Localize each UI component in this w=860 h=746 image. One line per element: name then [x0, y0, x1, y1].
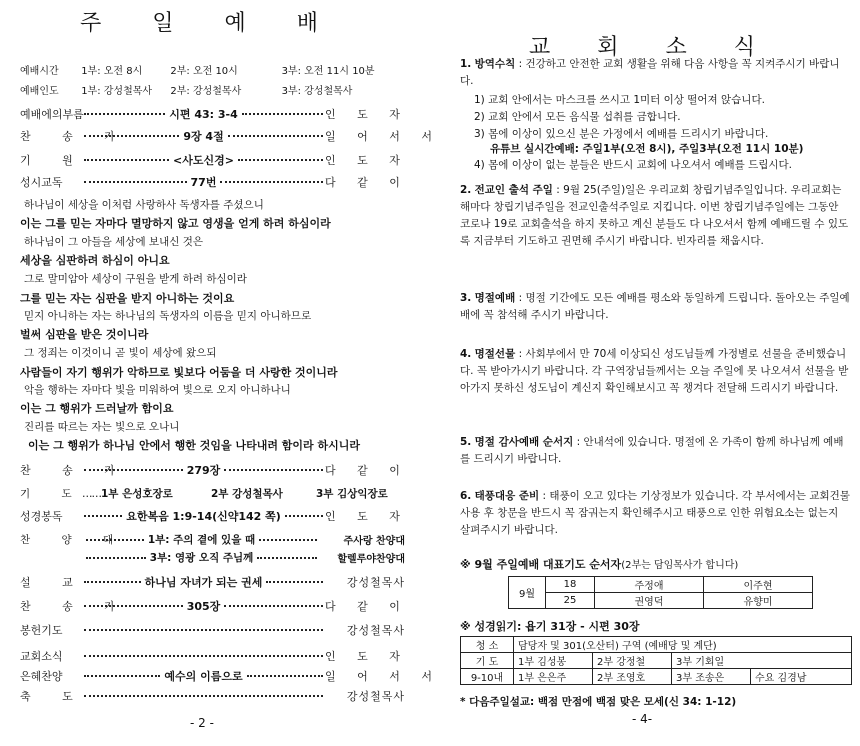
order-label: 기 원 — [20, 154, 87, 167]
leader-second: 2부: 강성철목사 — [170, 86, 242, 97]
order-who: 인 도 자 — [325, 650, 409, 663]
reading-line: 그 정죄는 이것이니 곧 빛이 세상에 왔으되 — [24, 347, 217, 359]
notice-4: 4. 명절선물 : 사회부에서 만 70세 이상되신 성도님들께 가정별로 선물을 준비했습니다. 꼭 받아가시기 바랍니다. 각 구역장님들께서는 오늘 주일에 못 나오셔서 선물을 받아가지 못하신 성도님이 계신지 확인해보시고 꼭 챙겨다 전달해 드리시기 바랍니다. — [460, 348, 849, 394]
order-label: 찬 송 가 — [20, 130, 129, 143]
duty-prayer-2: 2부 강정철 — [593, 653, 672, 669]
order-content: <사도신경> — [173, 154, 234, 167]
order-label: 기 도 — [20, 488, 86, 500]
order-who: 다 같 이 — [325, 176, 409, 189]
next-sermon-note: * 다음주일설교: 백점 만점에 백점 맞은 모세(신 34: 1-12) — [460, 696, 737, 708]
order-call-to-worship — [20, 104, 409, 124]
prayer-month: 9월 — [509, 577, 546, 609]
order-grace-praise — [20, 666, 441, 686]
notice-1-item: 1) 교회 안에서는 마스크를 쓰시고 1미터 이상 떨어져 앉습니다. — [474, 94, 765, 106]
prayer-third: 유향미 — [704, 593, 813, 609]
news-title: 교 회 소 식 — [529, 35, 775, 60]
order-label: 찬 양 대 — [20, 534, 128, 546]
order-label: 설 교 — [20, 576, 87, 589]
duty-usher-3: 3부 조송은 — [672, 669, 751, 685]
order-label: 봉헌기도 — [20, 624, 63, 637]
order-scripture — [20, 506, 409, 526]
notice-1-youtube: 유튜브 실시간예배: 주일1부(오전 8시), 주일3부(오전 11시 10분) — [490, 143, 804, 155]
duty-usher-1: 1부 은은주 — [514, 669, 593, 685]
leader-third: 3부: 강성철목사 — [281, 86, 353, 97]
time-third: 3부: 오전 11시 10분 — [281, 66, 375, 77]
notice-head: 방역수칙 — [474, 58, 516, 70]
notice-1-item: 4) 몸에 이상이 없는 분들은 반드시 교회에 나오셔서 예배를 드립시다. — [474, 159, 793, 171]
duty-table — [460, 636, 852, 685]
prayer-third: 3부 김상익장로 — [316, 488, 388, 500]
prayer-first: 권영덕 — [595, 593, 704, 609]
order-hymn-2 — [20, 460, 409, 480]
order-who: 강성철목사 — [346, 624, 405, 637]
notice-head: 전교인 출석 주일 — [474, 184, 553, 196]
reading-line: 그로 말미암아 세상이 구원을 받게 하려 하심이라 — [24, 273, 247, 285]
order-who: 인 도 자 — [325, 510, 409, 523]
duty-label: 기 도 — [461, 653, 514, 669]
reading-line: 세상을 심판하려 하심이 아니요 — [20, 254, 170, 267]
order-who: 일 어 서 서 — [325, 130, 441, 143]
notice-text: : 안내석에 있습니다. 명절에 온 가족이 함께 하나님께 예배를 드리시기 바랍니다. — [460, 436, 844, 465]
notice-text: : 사회부에서 만 70세 이상되신 성도님들께 가정별로 선물을 준비했습니다. 꼭 받아가시기 바랍니다. 각 구역장님들께서는 오늘 주일에 못 나오셔서 선물을 받아가지 못하신 성도님이 계신지 확인해보시고 꼭 챙겨다 전달해 드리시기 바랍니다. — [460, 348, 849, 394]
reading-line: 믿지 아니하는 자는 하나님의 독생자의 이름을 믿지 아니하므로 — [24, 310, 312, 322]
duty-usher-2: 2부 조영호 — [593, 669, 672, 685]
order-label: 찬 송 가 — [20, 600, 129, 613]
order-content: 77번 — [190, 176, 217, 189]
worship-leaders — [20, 82, 352, 97]
order-content: 9장 4절 — [183, 130, 224, 143]
page-number: - 2 - — [190, 716, 214, 730]
order-choir-first — [20, 532, 405, 547]
leader-first: 1부: 강성철목사 — [81, 86, 153, 97]
order-choir-third — [20, 550, 405, 565]
duty-label: 청 소 — [461, 637, 514, 653]
duty-cleaning: 담당자 및 301(오산터) 구역 — [518, 641, 642, 652]
notice-1: 1. 방역수칙 : 건강하고 안전한 교회 생활을 위해 다음 사항을 꼭 지켜주시기 바랍니다. — [460, 58, 840, 87]
duty-prayer-3: 3부 기회일 — [672, 653, 852, 669]
choir-first-who: 주사랑 찬양대 — [343, 536, 405, 547]
time-first: 1부: 오전 8시 — [81, 66, 143, 77]
order-prayer: 기 도 …… 1부 은성호장로 2부 강성철목사 3부 김상익장로 — [20, 487, 388, 500]
choir-third: 3부: 영광 오직 주님께 — [149, 552, 254, 564]
order-who: 일 어 서 서 — [325, 670, 441, 683]
order-label: 축 도 — [20, 690, 87, 703]
reading-line: 이는 그 행위가 하나님 안에서 행한 것임을 나타내려 함이라 하시니라 — [28, 439, 360, 452]
order-who: 인 도 자 — [325, 154, 409, 167]
notice-head: 명절 감사예배 순서지 — [474, 436, 574, 448]
order-content: 하나님 자녀가 되는 권세 — [144, 576, 263, 589]
order-who: 인 도 자 — [325, 108, 409, 121]
choir-third-who: 할렐루야찬양대 — [337, 554, 405, 565]
order-benediction — [20, 686, 405, 706]
duty-usher-wed: 수요 김경남 — [751, 669, 852, 685]
reading-line: 이는 그를 믿는 자마다 멸망하지 않고 영생을 얻게 하려 하심이라 — [20, 217, 331, 230]
times-label: 예배시간 — [20, 66, 59, 77]
prayer-day: 18 — [546, 577, 595, 593]
order-content: 시편 43: 3-4 — [169, 108, 238, 121]
notice-text: : 9월 25(주일)일은 우리교회 창립기념주일입니다. 우리교회는 해마다 창립기념주일을 전교인출석주일로 지킵니다. 이번 창립기념주일에는 그동안 코로나 19로 교회출석을 하지 못하고 계신 분들도 다 나오셔서 함께 예배드릴 수 있도록 지금부터 기도하고 권면해 주시기 바랍니다. 빈자리를 채웁시다. — [460, 184, 849, 247]
notice-text: : 건강하고 안전한 교회 생활을 위해 다음 사항을 꼭 지켜주시기 바랍니다. — [460, 58, 840, 87]
order-hymn-3 — [20, 596, 409, 616]
order-content: 279장 — [186, 464, 221, 477]
order-label: 교회소식 — [20, 650, 63, 663]
prayer-day: 25 — [546, 593, 595, 609]
notice-3: 3. 명절예배 : 명절 기간에도 모든 예배를 평소와 동일하게 드립니다. 돌아오는 주일예배에 꼭 참석해 주시기 바랍니다. — [460, 292, 850, 321]
time-second: 2부: 오전 10시 — [170, 66, 238, 77]
order-invocation — [20, 150, 409, 170]
notice-text: : 명절 기간에도 모든 예배를 평소와 동일하게 드립니다. 돌아오는 주일예배에 꼭 참석해 주시기 바랍니다. — [460, 292, 850, 321]
notice-2: 2. 전교인 출석 주일 : 9월 25(주일)일은 우리교회 창립기념주일입니다. 우리교회는 해마다 창립기념주일을 전교인출석주일로 지킵니다. 이번 창립기념주일에는 그동안 코로나 19로 교회출석을 하지 못하고 계신 분들도 다 나오셔서 함께 예배드릴 수 있도록 지금부터 기도하고 권면해 주시기 바랍니다. 빈자리를 채웁시다. — [460, 184, 849, 247]
duty-label: 9-10내 — [461, 669, 514, 685]
order-label: 예배에의부름 — [20, 108, 84, 121]
duty-prayer-1: 1부 김성봉 — [514, 653, 593, 669]
prayer-first: 주정애 — [595, 577, 704, 593]
reading-line: 하나님이 그 아들을 세상에 보내신 것은 — [24, 236, 203, 248]
reading-line: 악을 행하는 자마다 빛을 미워하여 빛으로 오지 아니하나니 — [24, 384, 291, 396]
order-who: 강성철목사 — [346, 690, 405, 703]
order-label: 찬 송 가 — [20, 464, 129, 477]
order-label: 성시교독 — [20, 176, 63, 189]
notice-6: 6. 태풍대응 준비 : 태풍이 오고 있다는 기상정보가 있습니다. 각 부서에서는 교회건물 사용 후 창문을 반드시 꼭 잠궈는지 확인해주시고 태풍으로 인한 위험요소는 없는지 살펴주시기 바랍니다. — [460, 490, 850, 536]
page-title: 주 일 예 배 — [80, 11, 340, 36]
order-sermon — [20, 572, 405, 592]
prayer-first: 1부 은성호장로 — [101, 488, 173, 500]
notice-1-item: 2) 교회 안에서 모든 음식물 섭취를 금합니다. — [474, 111, 681, 123]
prayer-table-title: ※ 9월 주일예배 대표기도 순서자(2부는 담임목사가 합니다) — [460, 558, 739, 571]
bible-reading-title: ※ 성경읽기: 욥기 31장 - 시편 30장 — [460, 620, 640, 633]
prayer-table-note: (2부는 담임목사가 합니다) — [621, 560, 739, 571]
duty-cleaning-note: (예배당 및 계단) — [644, 641, 717, 652]
worship-times — [20, 62, 375, 77]
notice-head: 태풍대응 준비 — [474, 490, 540, 502]
order-who: 다 같 이 — [325, 600, 409, 613]
notice-1-item: 3) 몸에 이상이 있으신 분은 가정에서 예배를 드리시기 바랍니다. — [474, 128, 769, 140]
prayer-table — [508, 576, 813, 609]
prayer-second: 2부 강성철목사 — [211, 488, 283, 500]
prayer-third: 이주현 — [704, 577, 813, 593]
reading-line: 벌써 심판을 받은 것이니라 — [20, 328, 149, 341]
reading-line: 하나님이 세상을 이처럼 사랑하사 독생자를 주셨으니 — [24, 199, 264, 211]
notice-text: : 태풍이 오고 있다는 기상정보가 있습니다. 각 부서에서는 교회건물 사용 후 창문을 반드시 꼭 잠궈는지 확인해주시고 태풍으로 인한 위험요소는 없는지 살펴주시기 바랍니다. — [460, 490, 850, 536]
order-who: 강성철목사 — [346, 576, 405, 589]
order-label: 성경봉독 — [20, 510, 63, 523]
right-page — [452, 0, 860, 746]
notice-head: 명절예배 — [474, 292, 516, 304]
leaders-label: 예배인도 — [20, 86, 59, 97]
order-responsive-reading — [20, 172, 409, 192]
order-who: 다 같 이 — [325, 464, 409, 477]
reading-line: 진리를 따르는 자는 빛으로 오나니 — [24, 421, 180, 433]
order-offering-prayer — [20, 620, 405, 640]
order-hymn — [20, 126, 441, 146]
page-number: - 4- — [632, 712, 653, 726]
order-church-news — [20, 646, 409, 666]
order-content: 305장 — [186, 600, 221, 613]
notice-head: 명절선물 — [474, 348, 516, 360]
choir-first: 1부: 주의 곁에 있을 때 — [147, 534, 256, 546]
reading-line: 이는 그 행위가 드러날까 함이요 — [20, 402, 174, 415]
order-content: 요한복음 1:9-14(신약142 쪽) — [126, 510, 281, 523]
reading-line: 그를 믿는 자는 심판을 받지 아니하는 것이요 — [20, 292, 235, 305]
notice-5: 5. 명절 감사예배 순서지 : 안내석에 있습니다. 명절에 온 가족이 함께 하나님께 예배를 드리시기 바랍니다. — [460, 436, 844, 465]
order-label: 은혜찬양 — [20, 670, 63, 683]
reading-line: 사람들이 자기 행위가 악하므로 빛보다 어둠을 더 사랑한 것이니라 — [20, 366, 338, 379]
order-content: 예수의 이름으로 — [164, 670, 243, 683]
